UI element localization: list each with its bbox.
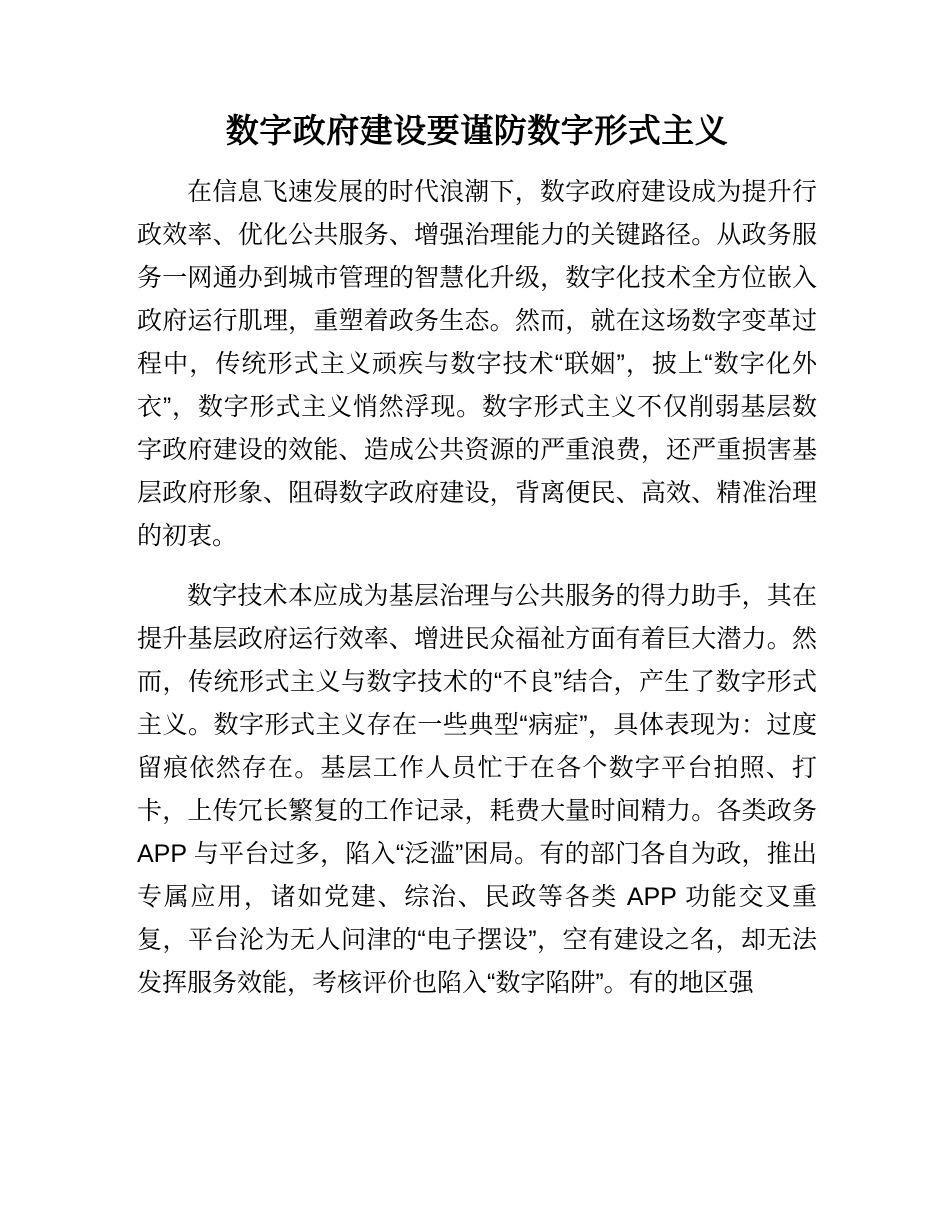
document-title	[137, 107, 817, 155]
paragraph-2: 数字技术本应成为基层治理与公共服务的得力助手，其在提升基层政府运行效率、增进民众福祉方面有着巨大潜力。然而，传统形式主义与数字技术的“不良”结合，产生了数字形式主义。数字形式主义存在一些典型“病症”，具体表现为：过度留痕依然存在。基层工作人员忙于在各个数字平台拍照、打卡，上传冗长繁复的工作记录，耗费大量时间精力。各类政务 APP 与平台过多，陷入“泛滥”困局。有的部门各自为政，推出专属应用，诸如党建、综治、民政等各类 APP 功能交叉重复，平台沦为无人问津的“电子摆设”，空有建设之名，却无法发挥服务效能，考核评价也陷入“数字陷阱”。有的地区强	[137, 582, 817, 997]
document-title-text: 数字政府建设要谨防数字形式主义	[225, 112, 729, 149]
paragraph-1: 在信息飞速发展的时代浪潮下，数字政府建设成为提升行政效率、优化公共服务、增强治理能力的关键路径。从政务服务一网通办到城市管理的智慧化升级，数字化技术全方位嵌入政府运行肌理，重塑着政务生态。然而，就在这场数字变革过程中，传统形式主义顽疾与数字技术“联姻”，披上“数字化外衣”，数字形式主义悄然浮现。数字形式主义不仅削弱基层数字政府建设的效能、造成公共资源的严重浪费，还严重损害基层政府形象、阻碍数字政府建设，背离便民、高效、精准治理的初衷。	[137, 178, 817, 550]
